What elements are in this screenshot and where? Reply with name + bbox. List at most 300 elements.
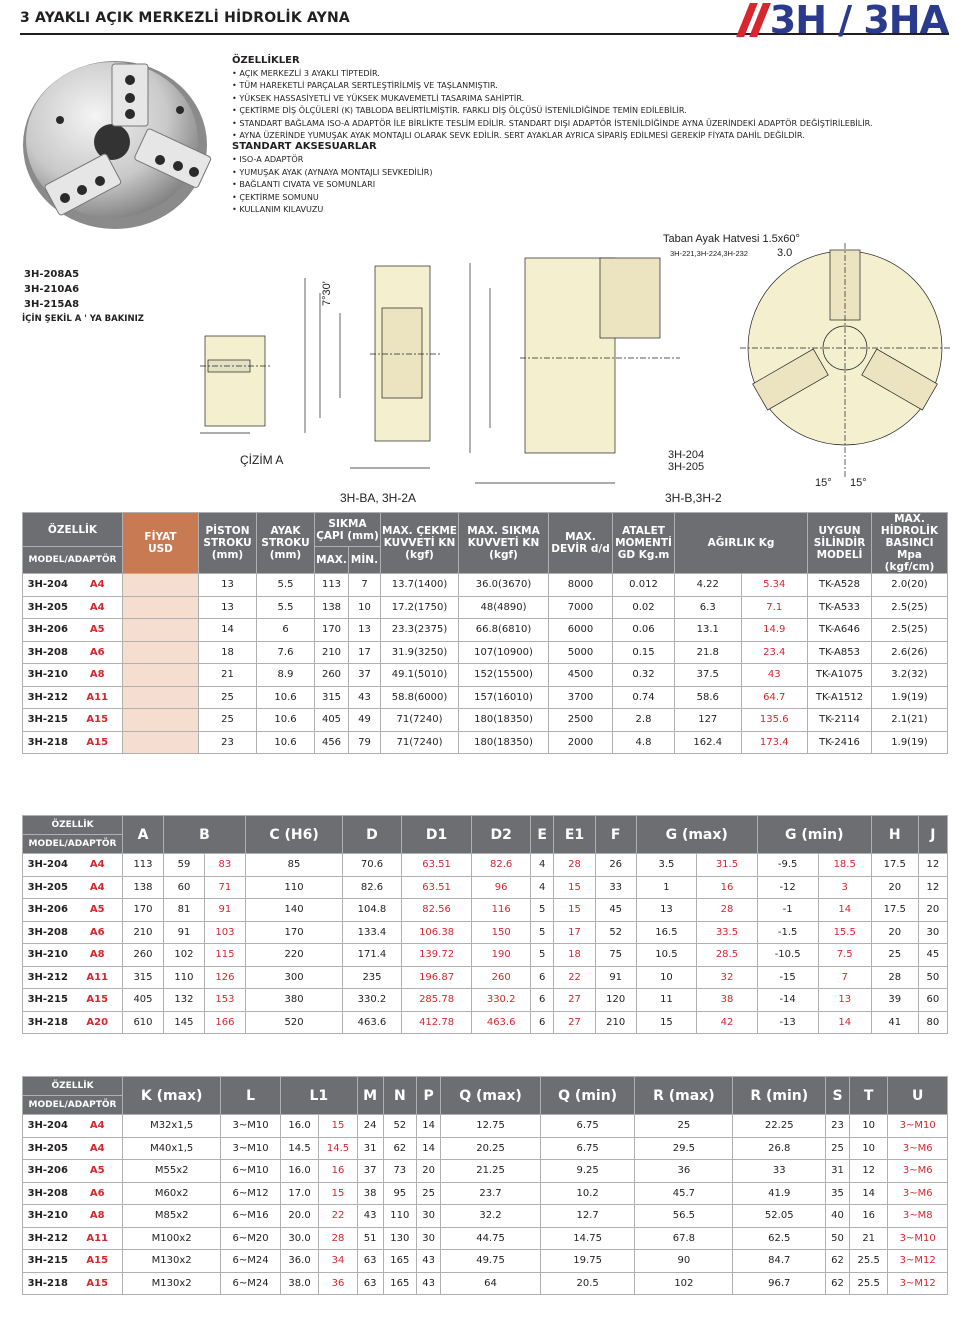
value-cell: 9.25	[540, 1160, 634, 1183]
value-cell: 380	[245, 989, 342, 1012]
col-header: A	[123, 816, 164, 854]
value-cell: 152(15500)	[459, 664, 549, 687]
features-title: ÖZELLİKLER	[232, 55, 300, 66]
value-cell: 13	[636, 899, 697, 922]
model-cell: 3H-208	[23, 641, 73, 664]
model-cell: 3H-205	[23, 1137, 73, 1160]
value-cell: 170	[245, 921, 342, 944]
model-cell: 3H-212	[23, 966, 73, 989]
model-cell: 3H-208	[23, 921, 73, 944]
value-cell: 6~M24	[221, 1272, 281, 1295]
col-header: S	[826, 1077, 850, 1115]
base-jaw-pitch: Taban Ayak Hatvesi 1.5x60°	[663, 233, 800, 245]
col-header: D	[343, 816, 402, 854]
adapter-cell: A8	[73, 1205, 123, 1228]
value-cell: 330.2	[343, 989, 402, 1012]
value-cell: 14.5	[280, 1137, 318, 1160]
col-header: F	[595, 816, 636, 854]
value-cell: 3~M12	[888, 1250, 948, 1273]
value-cell: 33.5	[697, 921, 758, 944]
col-header: M	[357, 1077, 383, 1115]
adapter-cell: A4	[73, 854, 123, 877]
value-cell: 32	[697, 966, 758, 989]
value-cell: M130x2	[123, 1250, 221, 1273]
price-cell	[123, 709, 199, 732]
value-cell: 50	[918, 966, 947, 989]
model-cell: 3H-210	[23, 944, 73, 967]
value-cell: 12	[918, 854, 947, 877]
value-cell: 34	[319, 1250, 357, 1273]
value-cell: 115	[204, 944, 245, 967]
value-cell: 13	[199, 596, 257, 619]
value-cell: 113	[123, 854, 164, 877]
col-header: MAX.	[315, 547, 349, 574]
value-cell: 13.1	[675, 619, 742, 642]
value-cell: 196.87	[401, 966, 471, 989]
value-cell: 45	[595, 899, 636, 922]
value-cell: 162.4	[675, 731, 742, 754]
value-cell: 110	[383, 1205, 417, 1228]
value-cell: -10.5	[757, 944, 818, 967]
model-cell: 3H-215	[23, 709, 73, 732]
value-cell: 15.5	[818, 921, 871, 944]
value-cell: 25.5	[849, 1272, 887, 1295]
value-cell: 102	[163, 944, 204, 967]
value-cell: 16.0	[280, 1160, 318, 1183]
col-header: C (H6)	[245, 816, 342, 854]
value-cell: 220	[245, 944, 342, 967]
value-cell: 20.25	[441, 1137, 541, 1160]
value-cell: 82.56	[401, 899, 471, 922]
value-cell: 36.0(3670)	[459, 574, 549, 597]
value-cell: 6000	[549, 619, 613, 642]
value-cell: 0.74	[613, 686, 675, 709]
value-cell: 20	[871, 876, 918, 899]
detail-a-body	[205, 336, 265, 426]
brand-logo	[743, 0, 948, 40]
adapter-cell: A15	[73, 1250, 123, 1273]
value-cell: 4.8	[613, 731, 675, 754]
ref-line: 3H-210A6	[24, 284, 80, 295]
value-cell: 2.6(26)	[872, 641, 948, 664]
value-cell: 90	[635, 1250, 733, 1273]
value-cell: 1.9(19)	[872, 686, 948, 709]
value-cell: 17.2(1750)	[381, 596, 459, 619]
value-cell: 37.5	[675, 664, 742, 687]
value-cell: 102	[635, 1272, 733, 1295]
col-header: E1	[554, 816, 595, 854]
value-cell: 17.0	[280, 1182, 318, 1205]
value-cell: 37	[357, 1160, 383, 1183]
value-cell: 52.05	[733, 1205, 826, 1228]
base-jaw-value: 3.0	[777, 247, 793, 259]
model-cell: 3H-218	[23, 1272, 73, 1295]
adapter-cell: A5	[73, 899, 123, 922]
value-cell: 25	[826, 1137, 850, 1160]
col-header: Q (min)	[540, 1077, 634, 1115]
value-cell: 31	[357, 1137, 383, 1160]
value-cell: 3~M10	[221, 1115, 281, 1138]
value-cell: 7	[349, 574, 381, 597]
adapter-cell: A11	[73, 1227, 123, 1250]
value-cell: 16	[697, 876, 758, 899]
model-cell: 3H-205	[23, 876, 73, 899]
value-cell: 330.2	[472, 989, 531, 1012]
model-cell: 3H-218	[23, 1011, 73, 1034]
value-cell: 10	[349, 596, 381, 619]
value-cell: 63.51	[401, 854, 471, 877]
value-cell: 6	[531, 1011, 554, 1034]
value-cell: 6~M24	[221, 1250, 281, 1273]
value-cell: 63.51	[401, 876, 471, 899]
col-header: G (min)	[757, 816, 871, 854]
value-cell: 95	[383, 1182, 417, 1205]
value-cell: 3~M12	[888, 1272, 948, 1295]
value-cell: 126	[204, 966, 245, 989]
feature-item: • STANDART BAĞLAMA ISO-A ADAPTÖR İLE BİRLİKTE TESLİM EDİLİR. STANDART DIŞI ADAPTÖR İSTENİLDİĞİNDE AYNA ÜZERİNDEKİ ADAPTÖR DEĞİŞTİRİLEBİLİR.	[232, 117, 947, 129]
price-cell	[123, 686, 199, 709]
value-cell: 405	[123, 989, 164, 1012]
col-header: J	[918, 816, 947, 854]
value-cell: 171.4	[343, 944, 402, 967]
value-cell: -14	[757, 989, 818, 1012]
value-cell: M60x2	[123, 1182, 221, 1205]
table-row	[23, 619, 948, 642]
value-cell: 140	[245, 899, 342, 922]
value-cell: 60	[918, 989, 947, 1012]
value-cell: 260	[123, 944, 164, 967]
table-row	[23, 921, 948, 944]
table-row	[23, 686, 948, 709]
value-cell: 10	[636, 966, 697, 989]
table-row	[23, 1160, 948, 1183]
value-cell: 19.75	[540, 1250, 634, 1273]
ref-line: İÇİN ŞEKİL A ' YA BAKINIZ	[22, 314, 144, 324]
value-cell: 110	[163, 966, 204, 989]
value-cell: 71	[204, 876, 245, 899]
value-cell: 64.7	[741, 686, 808, 709]
angle-label: 15°	[815, 477, 832, 489]
value-cell: 16.0	[280, 1115, 318, 1138]
value-cell: 91	[163, 921, 204, 944]
col-header: E	[531, 816, 554, 854]
value-cell: 138	[315, 596, 349, 619]
value-cell: 13	[818, 989, 871, 1012]
value-cell: 31	[826, 1160, 850, 1183]
value-cell: 33	[595, 876, 636, 899]
value-cell: 260	[472, 966, 531, 989]
value-cell: 49.1(5010)	[381, 664, 459, 687]
value-cell: 23	[826, 1115, 850, 1138]
accessories-title: STANDART AKSESUARLAR	[232, 141, 377, 153]
value-cell: 165	[383, 1250, 417, 1273]
value-cell: 31.5	[697, 854, 758, 877]
feature-item: • AÇIK MERKEZLİ 3 AYAKLI TİPTEDİR.	[232, 67, 947, 79]
col-header: PİSTON STROKU (mm)	[199, 513, 257, 574]
adapter-cell: A15	[73, 709, 123, 732]
table-row	[23, 854, 948, 877]
value-cell: TK-A853	[808, 641, 872, 664]
value-cell: 81	[163, 899, 204, 922]
value-cell: 23	[199, 731, 257, 754]
value-cell: 104.8	[343, 899, 402, 922]
value-cell: 91	[204, 899, 245, 922]
col-header: UYGUN SİLİNDİR MODELİ	[808, 513, 872, 574]
value-cell: 36.0	[280, 1250, 318, 1273]
value-cell: 138	[123, 876, 164, 899]
value-cell: 412.78	[401, 1011, 471, 1034]
value-cell: 16.5	[636, 921, 697, 944]
value-cell: 21.25	[441, 1160, 541, 1183]
value-cell: 116	[472, 899, 531, 922]
value-cell: 21.8	[675, 641, 742, 664]
value-cell: 463.6	[472, 1011, 531, 1034]
value-cell: 139.72	[401, 944, 471, 967]
model-cell: 3H-208	[23, 1182, 73, 1205]
adapter-cell: A5	[73, 1160, 123, 1183]
value-cell: 51	[357, 1227, 383, 1250]
value-cell: 180(18350)	[459, 731, 549, 754]
value-cell: 35	[826, 1182, 850, 1205]
value-cell: TK-A1512	[808, 686, 872, 709]
price-cell	[123, 574, 199, 597]
value-cell: 12.75	[441, 1115, 541, 1138]
value-cell: 52	[383, 1115, 417, 1138]
value-cell: 10.2	[540, 1182, 634, 1205]
value-cell: 13	[199, 574, 257, 597]
value-cell: 2.5(25)	[872, 596, 948, 619]
value-cell: 14	[818, 899, 871, 922]
value-cell: 16	[849, 1205, 887, 1228]
adapter-cell: A8	[73, 944, 123, 967]
value-cell: 2.5(25)	[872, 619, 948, 642]
value-cell: 12.7	[540, 1205, 634, 1228]
value-cell: 62.5	[733, 1227, 826, 1250]
value-cell: 84.7	[733, 1250, 826, 1273]
value-cell: 14.9	[741, 619, 808, 642]
value-cell: 4	[531, 876, 554, 899]
value-cell: TK-2416	[808, 731, 872, 754]
value-cell: 16	[319, 1160, 357, 1183]
model-cell: 3H-204	[23, 854, 73, 877]
value-cell: 5	[531, 921, 554, 944]
col-header: MAX. SIKMA KUVVETİ KN (kgf)	[459, 513, 549, 574]
value-cell: 25	[417, 1182, 441, 1205]
col-header: ÖZELLİK	[23, 513, 123, 547]
value-cell: 135.6	[741, 709, 808, 732]
value-cell: 260	[315, 664, 349, 687]
col-header: Q (max)	[441, 1077, 541, 1115]
value-cell: 96.7	[733, 1272, 826, 1295]
table-row	[23, 1272, 948, 1295]
col-header: MODEL/ADAPTÖR	[23, 835, 123, 854]
value-cell: 38.0	[280, 1272, 318, 1295]
adapter-cell: A6	[73, 1182, 123, 1205]
value-cell: 25	[199, 686, 257, 709]
value-cell: 3.2(32)	[872, 664, 948, 687]
col-header: R (min)	[733, 1077, 826, 1115]
page-title: 3 AYAKLI AÇIK MERKEZLİ HİDROLİK AYNA	[20, 10, 350, 26]
table-row	[23, 1115, 948, 1138]
value-cell: 28	[697, 899, 758, 922]
adapter-cell: A6	[73, 641, 123, 664]
value-cell: 210	[315, 641, 349, 664]
value-cell: 62	[826, 1250, 850, 1273]
col-header: P	[417, 1077, 441, 1115]
value-cell: 14	[849, 1182, 887, 1205]
value-cell: 300	[245, 966, 342, 989]
value-cell: -9.5	[757, 854, 818, 877]
table1-body	[23, 574, 948, 754]
value-cell: 42	[697, 1011, 758, 1034]
col-header: MAX. HİDROLİK BASINCI Mpa (kgf/cm)	[872, 513, 948, 574]
col-header: B	[163, 816, 245, 854]
value-cell: 41	[871, 1011, 918, 1034]
value-cell: 157(16010)	[459, 686, 549, 709]
value-cell: 12	[849, 1160, 887, 1183]
col-header: T	[849, 1077, 887, 1115]
value-cell: 15	[319, 1182, 357, 1205]
value-cell: 6	[531, 989, 554, 1012]
value-cell: 43	[357, 1205, 383, 1228]
value-cell: 80	[918, 1011, 947, 1034]
value-cell: TK-2114	[808, 709, 872, 732]
model-cell: 3H-205	[23, 596, 73, 619]
value-cell: 145	[163, 1011, 204, 1034]
value-cell: 3~M6	[888, 1160, 948, 1183]
detail-a-label: ÇİZİM A	[240, 453, 284, 467]
price-cell	[123, 664, 199, 687]
value-cell: 3~M10	[888, 1115, 948, 1138]
value-cell: 130	[383, 1227, 417, 1250]
col-header: MİN.	[349, 547, 381, 574]
table-row	[23, 944, 948, 967]
value-cell: 0.02	[613, 596, 675, 619]
value-cell: 50	[826, 1227, 850, 1250]
value-cell: 14	[417, 1137, 441, 1160]
value-cell: 21	[849, 1227, 887, 1250]
value-cell: 14	[818, 1011, 871, 1034]
value-cell: 27	[554, 1011, 595, 1034]
base-jaw-models: 3H-221,3H-224,3H-232	[670, 249, 748, 258]
value-cell: 15	[554, 876, 595, 899]
value-cell: 14.75	[540, 1227, 634, 1250]
col-header: G (max)	[636, 816, 757, 854]
value-cell: 28	[554, 854, 595, 877]
value-cell: 62	[383, 1137, 417, 1160]
value-cell: 22	[319, 1205, 357, 1228]
value-cell: 15	[636, 1011, 697, 1034]
value-cell: 13.7(1400)	[381, 574, 459, 597]
value-cell: 45.7	[635, 1182, 733, 1205]
value-cell: 285.78	[401, 989, 471, 1012]
value-cell: 110	[245, 876, 342, 899]
value-cell: 7.1	[741, 596, 808, 619]
table2-body	[23, 854, 948, 1034]
value-cell: 58.6	[675, 686, 742, 709]
value-cell: 43	[417, 1272, 441, 1295]
value-cell: 103	[204, 921, 245, 944]
table-row	[23, 1182, 948, 1205]
col-header: MAX. DEVİR d/d	[549, 513, 613, 574]
angle-label: 15°	[850, 477, 867, 489]
value-cell: 49	[349, 709, 381, 732]
value-cell: 10.6	[257, 709, 315, 732]
value-cell: TK-A646	[808, 619, 872, 642]
value-cell: 20.5	[540, 1272, 634, 1295]
col-header: MAX. ÇEKME KUVVETİ KN (kgf)	[381, 513, 459, 574]
adapter-cell: A15	[73, 989, 123, 1012]
value-cell: 43	[349, 686, 381, 709]
value-cell: 7.5	[818, 944, 871, 967]
accessory-item: • BAĞLANTI CIVATA VE SOMUNLARI	[232, 178, 947, 190]
chuck-photo	[20, 50, 220, 230]
value-cell: 60	[163, 876, 204, 899]
value-cell: 190	[472, 944, 531, 967]
value-cell: 3~M10	[888, 1227, 948, 1250]
value-cell: 56.5	[635, 1205, 733, 1228]
col-header: H	[871, 816, 918, 854]
adapter-cell: A4	[73, 1115, 123, 1138]
view-b-label: 3H-B,3H-2	[665, 491, 722, 505]
value-cell: 71(7240)	[381, 731, 459, 754]
value-cell: 15	[319, 1115, 357, 1138]
feature-item: • ÇEKTİRME DİŞ ÖLÇÜLERİ (K) TABLODA BELİRTİLMİŞTİR. FARKLI DİŞ ÖLÇÜSÜ İSTENİLDİĞİNDE TEMİN EDİLEBİLİR.	[232, 104, 947, 116]
value-cell: 0.06	[613, 619, 675, 642]
value-cell: 1	[636, 876, 697, 899]
value-cell: 7	[818, 966, 871, 989]
accessory-item: • KULLANIM KILAVUZU	[232, 203, 947, 215]
col-header: AYAK STROKU (mm)	[257, 513, 315, 574]
value-cell: 22.25	[733, 1115, 826, 1138]
value-cell: 127	[675, 709, 742, 732]
value-cell: 18	[554, 944, 595, 967]
value-cell: 25	[635, 1115, 733, 1138]
value-cell: 28	[319, 1227, 357, 1250]
value-cell: 32.2	[441, 1205, 541, 1228]
adapter-cell: A4	[73, 876, 123, 899]
value-cell: 85	[245, 854, 342, 877]
model-cell: 3H-210	[23, 664, 73, 687]
feature-item: • TÜM HAREKETLİ PARÇALAR SERTLEŞTİRİLMİŞ VE TAŞLANMIŞTIR.	[232, 79, 947, 91]
col-header: AĞIRLIK Kg	[675, 513, 808, 574]
value-cell: 6.75	[540, 1115, 634, 1138]
accessory-item: • ISO-A ADAPTÖR	[232, 153, 947, 165]
value-cell: 173.4	[741, 731, 808, 754]
value-cell: 3700	[549, 686, 613, 709]
table-row	[23, 899, 948, 922]
value-cell: 26	[595, 854, 636, 877]
adapter-cell: A4	[73, 1137, 123, 1160]
value-cell: 463.6	[343, 1011, 402, 1034]
value-cell: 3~M10	[221, 1137, 281, 1160]
value-cell: 64	[441, 1272, 541, 1295]
value-cell: 6	[257, 619, 315, 642]
adapter-cell: A4	[73, 596, 123, 619]
value-cell: M40x1,5	[123, 1137, 221, 1160]
value-cell: 5.34	[741, 574, 808, 597]
value-cell: 49.75	[441, 1250, 541, 1273]
value-cell: 0.32	[613, 664, 675, 687]
model-cell: 3H-206	[23, 1160, 73, 1183]
table-row	[23, 1011, 948, 1034]
value-cell: 14	[417, 1115, 441, 1138]
value-cell: 18.5	[818, 854, 871, 877]
front-models: 3H-204	[668, 449, 705, 461]
value-cell: 30	[417, 1205, 441, 1228]
value-cell: 210	[595, 1011, 636, 1034]
value-cell: M85x2	[123, 1205, 221, 1228]
